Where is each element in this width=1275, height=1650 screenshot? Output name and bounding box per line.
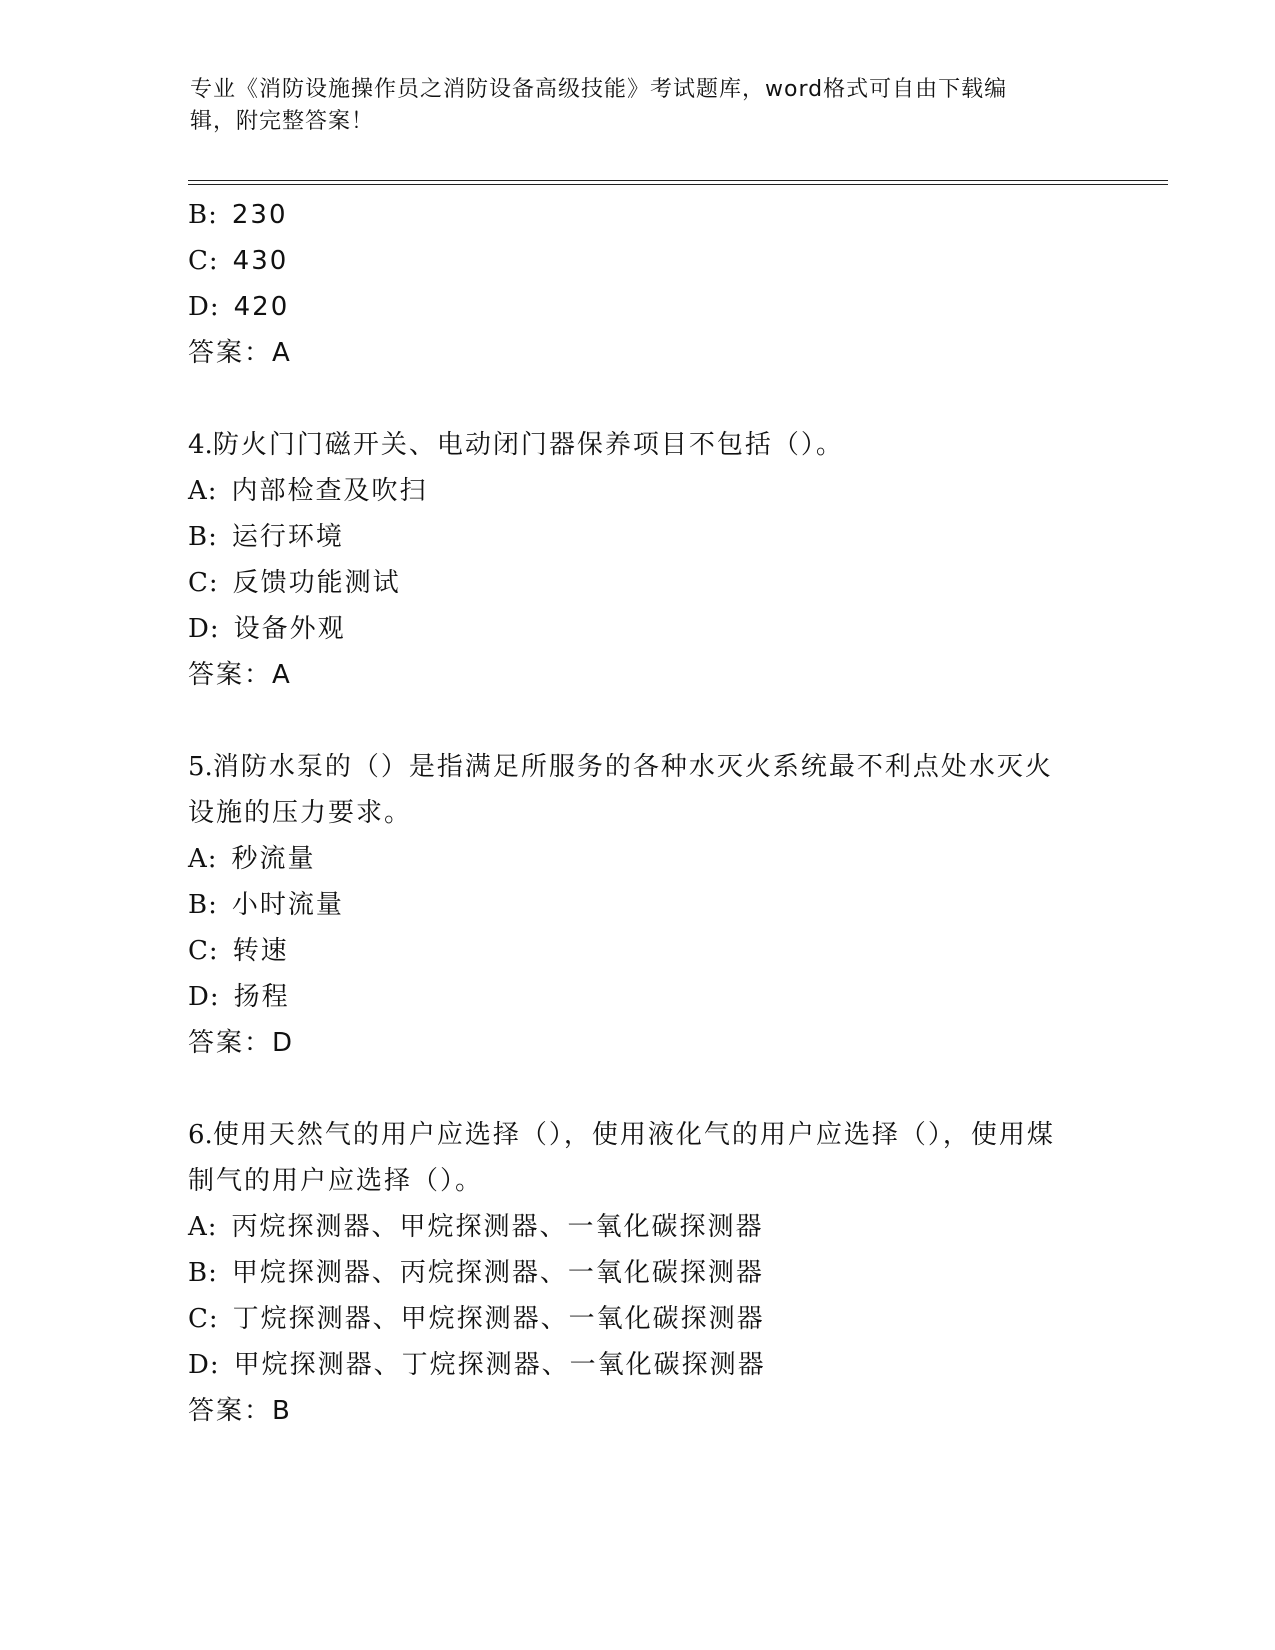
option-d: D: 设备外观: [188, 614, 346, 644]
option-a: A: 内部检查及吹扫: [188, 476, 428, 506]
header-rule-bottom: [188, 184, 1168, 185]
answer: 答案：D: [188, 1028, 295, 1058]
option-a: A: 丙烷探测器、甲烷探测器、一氧化碳探测器: [188, 1212, 764, 1242]
question-text: 4.防火门门磁开关、电动闭门器保养项目不包括（）。: [188, 430, 844, 460]
option-b: B: 230: [188, 200, 288, 230]
document-body: [188, 192, 1088, 1480]
question-block-4: [188, 422, 1088, 698]
header-rule-top: [188, 180, 1168, 181]
option-c: C: 转速: [188, 936, 289, 966]
option-c: C: 430: [188, 246, 289, 276]
answer: 答案：B: [188, 1396, 292, 1426]
answer: 答案：A: [188, 660, 292, 690]
question-block-5: [188, 744, 1088, 1066]
option-b: B: 运行环境: [188, 522, 344, 552]
question-block-6: [188, 1112, 1088, 1434]
option-d: D: 甲烷探测器、丁烷探测器、一氧化碳探测器: [188, 1350, 766, 1380]
option-b: B: 甲烷探测器、丙烷探测器、一氧化碳探测器: [188, 1258, 764, 1288]
header-line-2: 辑，附完整答案！: [190, 109, 375, 134]
header-line-1: 专业《消防设施操作员之消防设备高级技能》考试题库，word格式可自由下载编: [190, 77, 1008, 102]
question-text: 6.使用天然气的用户应选择（），使用液化气的用户应选择（），使用煤制气的用户应选择（）。: [188, 1120, 1055, 1196]
option-c: C: 丁烷探测器、甲烷探测器、一氧化碳探测器: [188, 1304, 765, 1334]
option-b: B: 小时流量: [188, 890, 344, 920]
question-block-3: [188, 192, 1088, 376]
option-d: D: 420: [188, 292, 290, 322]
option-d: D: 扬程: [188, 982, 290, 1012]
answer: 答案：A: [188, 338, 292, 368]
option-a: A: 秒流量: [188, 844, 316, 874]
option-c: C: 反馈功能测试: [188, 568, 401, 598]
document-header: [190, 74, 1070, 138]
question-text: 5.消防水泵的（）是指满足所服务的各种水灭火系统最不利点处水灭火设施的压力要求。: [188, 752, 1053, 828]
